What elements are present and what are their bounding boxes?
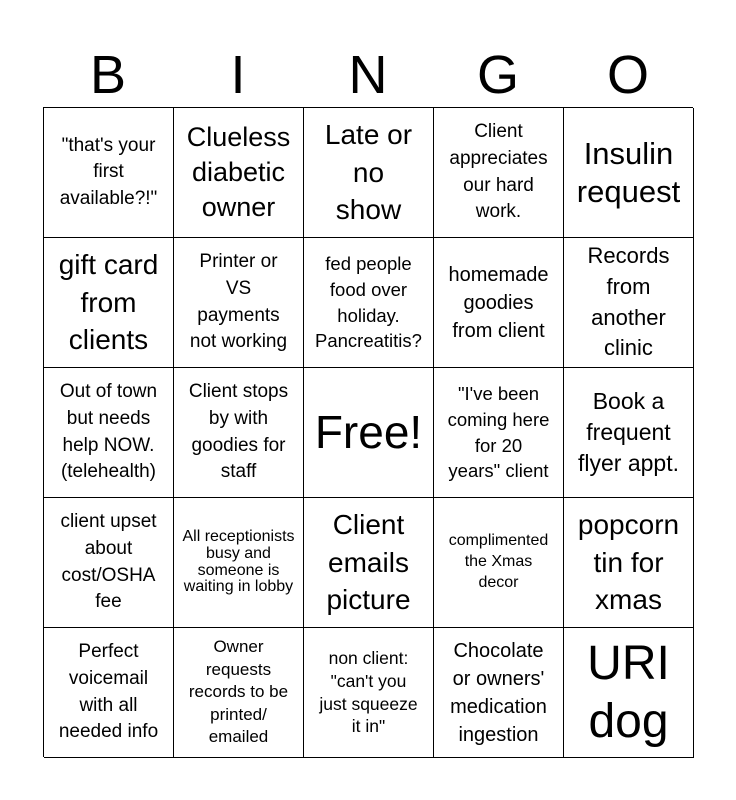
cell-text: Clueless diabetic owner bbox=[186, 121, 291, 223]
cell-text: popcorn tin for xmas bbox=[577, 508, 680, 616]
bingo-cell[interactable] bbox=[44, 238, 174, 368]
bingo-cell[interactable] bbox=[174, 628, 304, 758]
bingo-cell[interactable] bbox=[304, 238, 434, 368]
bingo-cell[interactable] bbox=[564, 498, 694, 628]
bingo-cell[interactable] bbox=[564, 238, 694, 368]
cell-text: Book a frequent flyer appt. bbox=[578, 387, 679, 477]
header-letter-i: I bbox=[230, 45, 246, 105]
cell-text: non client: "can't you just squeeze it in" bbox=[319, 648, 418, 737]
cell-text: "that's your first available?!" bbox=[59, 134, 158, 209]
bingo-board bbox=[43, 107, 693, 757]
header-letter-g: G bbox=[476, 45, 519, 105]
bingo-cell[interactable] bbox=[174, 108, 304, 238]
bingo-cell[interactable] bbox=[434, 498, 564, 628]
bingo-cell[interactable] bbox=[304, 108, 434, 238]
bingo-cell[interactable] bbox=[434, 108, 564, 238]
cell-text: client upset about cost/OSHA fee bbox=[60, 511, 157, 613]
cell-text: complimented the Xmas decor bbox=[448, 532, 549, 591]
cell-text: Owner requests records to be printed/ emailed bbox=[188, 636, 289, 747]
cell-text: Chocolate or owners' medication ingestion bbox=[450, 639, 547, 746]
bingo-cell[interactable] bbox=[434, 238, 564, 368]
cell-text: gift card from clients bbox=[58, 248, 159, 356]
cell-text: homemade goodies from client bbox=[448, 263, 549, 342]
bingo-header bbox=[43, 42, 693, 108]
bingo-cell[interactable] bbox=[304, 498, 434, 628]
cell-text: Insulin request bbox=[576, 136, 681, 209]
cell-text: Client emails picture bbox=[326, 508, 411, 616]
header-letter-n: N bbox=[348, 45, 388, 105]
bingo-cell[interactable] bbox=[44, 108, 174, 238]
cell-text: Late or no show bbox=[324, 118, 413, 226]
cell-text: All receptionists busy and someone is waiting in lobby bbox=[182, 527, 295, 596]
bingo-cell[interactable] bbox=[434, 628, 564, 758]
bingo-cell[interactable] bbox=[174, 498, 304, 628]
header-letter-b: B bbox=[89, 45, 127, 105]
cell-text: Free! bbox=[314, 405, 423, 458]
bingo-cell[interactable] bbox=[564, 368, 694, 498]
bingo-cell[interactable] bbox=[304, 628, 434, 758]
bingo-cell-free[interactable] bbox=[304, 368, 434, 498]
header-letter-o: O bbox=[606, 45, 649, 105]
cell-text: "I've been coming here for 20 years" client bbox=[447, 382, 550, 482]
cell-text: Client stops by with goodies for staff bbox=[188, 381, 289, 483]
cell-text: Records from another clinic bbox=[587, 242, 670, 361]
cell-text: Out of town but needs help NOW. (telehealth) bbox=[59, 381, 158, 483]
cell-text: Perfect voicemail with all needed info bbox=[58, 641, 159, 743]
bingo-cell[interactable] bbox=[44, 498, 174, 628]
bingo-cell[interactable] bbox=[434, 368, 564, 498]
cell-text: Printer or VS payments not working bbox=[189, 251, 288, 353]
cell-text: Client appreciates our hard work. bbox=[449, 121, 548, 223]
bingo-cell[interactable] bbox=[44, 628, 174, 758]
bingo-cell[interactable] bbox=[174, 368, 304, 498]
bingo-cell[interactable] bbox=[44, 368, 174, 498]
cell-text: URI dog bbox=[587, 636, 670, 748]
bingo-cell[interactable] bbox=[564, 628, 694, 758]
bingo-cell[interactable] bbox=[564, 108, 694, 238]
bingo-cell[interactable] bbox=[174, 238, 304, 368]
cell-text: fed people food over holiday. Pancreatitis? bbox=[315, 252, 422, 352]
